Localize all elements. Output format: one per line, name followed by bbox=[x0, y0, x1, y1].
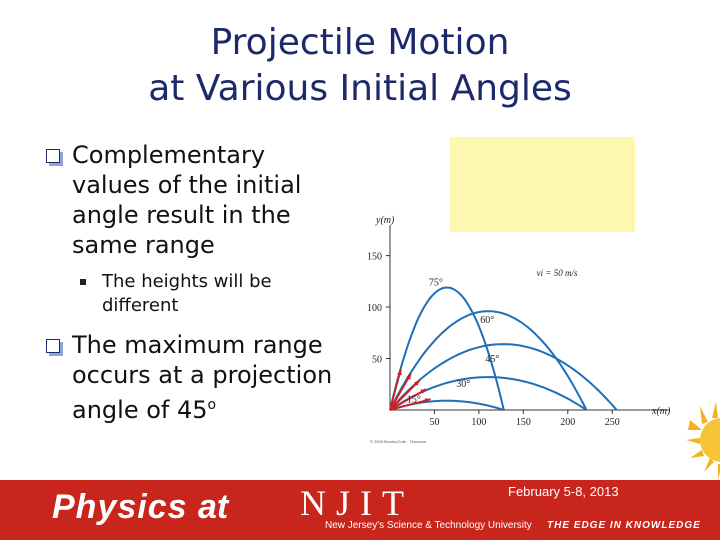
bullet-text: Complementary values of the initial angle result in the same range bbox=[72, 141, 302, 259]
chart-credit: © 2005 Brooks/Cole - Thomson bbox=[370, 439, 427, 444]
x-tick-label: 150 bbox=[515, 417, 531, 428]
x-tick-label: 50 bbox=[429, 417, 440, 428]
sub-bullet-text: The heights will be different bbox=[102, 271, 272, 316]
angle-label: 75° bbox=[428, 277, 443, 289]
sub-bullet-item bbox=[46, 270, 346, 318]
njit-logo-text: NJIT bbox=[300, 483, 414, 523]
footer-banner bbox=[0, 480, 720, 540]
slide-title bbox=[0, 20, 720, 112]
bullet-list bbox=[46, 140, 346, 425]
tagline: THE EDGE IN KNOWLEDGE bbox=[547, 520, 701, 531]
angle-label: 15° bbox=[406, 394, 421, 406]
y-tick-label: 50 bbox=[372, 354, 382, 366]
y-tick-label: 150 bbox=[367, 251, 382, 263]
bullet-square-icon bbox=[46, 339, 60, 353]
sub-bullet-square-icon bbox=[80, 279, 86, 285]
x-tick-label: 200 bbox=[560, 417, 576, 428]
bullet-item bbox=[46, 330, 346, 425]
angle-label: 30° bbox=[456, 379, 471, 391]
title-line-1: Projectile Motion bbox=[210, 22, 510, 63]
angle-label: 45° bbox=[485, 354, 500, 366]
bullet-text: The maximum range occurs at a projection angle of 45$^o$ bbox=[72, 331, 333, 424]
at-logo-text: at bbox=[198, 488, 229, 526]
bullet-square-icon bbox=[46, 149, 60, 163]
angle-label: 60° bbox=[480, 315, 495, 327]
bullet-item bbox=[46, 140, 346, 260]
njit-subtitle: New Jersey's Science & Technology University bbox=[325, 520, 532, 531]
y-axis-label: y(m) bbox=[376, 215, 395, 226]
projectile-chart bbox=[340, 215, 670, 455]
x-tick-label: 100 bbox=[471, 417, 487, 428]
x-tick-label: 250 bbox=[604, 417, 620, 428]
sun-logo bbox=[660, 400, 720, 490]
title-line-2: at Various Initial Angles bbox=[148, 68, 572, 109]
y-tick-label: 100 bbox=[367, 303, 382, 315]
velocity-annotation: vi = 50 m/s bbox=[536, 268, 578, 279]
date-label: February 5-8, 2013 bbox=[508, 484, 619, 499]
x-axis-label: x(m) bbox=[652, 406, 670, 417]
physics-logo-text: Physics bbox=[52, 488, 188, 526]
